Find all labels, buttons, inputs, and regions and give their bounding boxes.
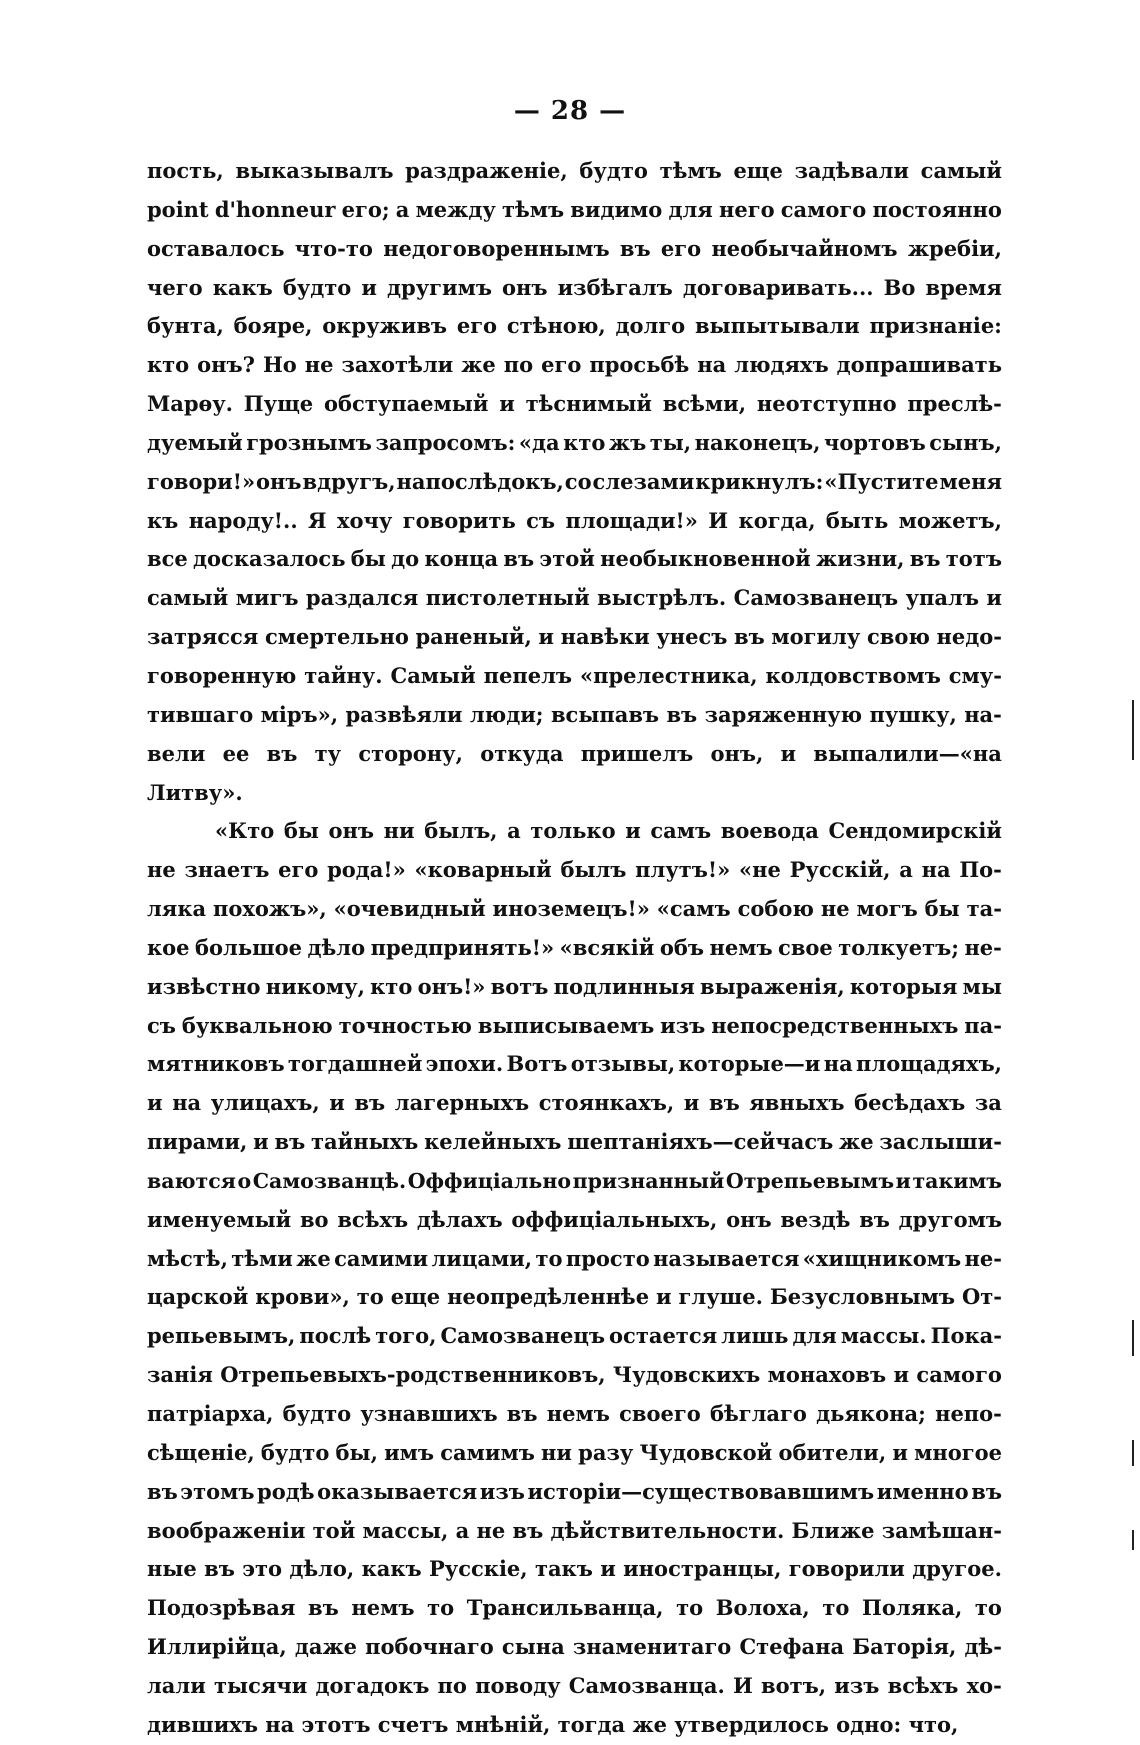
text-line: именуемый во всѣхъ дѣлахъ оффиціальныхъ, онъ вездѣ въ другомъ xyxy=(147,1206,1002,1232)
scan-edge-mark xyxy=(1132,1320,1134,1356)
text-line: Иллирійца, даже побочнаго сына знаменитаго Стефана Баторія, дѣ- xyxy=(147,1634,1002,1660)
text-line: не знаетъ его рода!» «коварный былъ плутъ!» «не Русскій, а на По- xyxy=(147,857,1002,883)
text-line: оставалось что-то недоговореннымъ въ его необычайномъ жребіи, xyxy=(147,235,1002,261)
scan-edge-mark xyxy=(1132,1530,1134,1550)
text-line: дуемый грознымъ запросомъ: «да кто жъ ты, наконецъ, чортовъ сынъ, xyxy=(147,429,1002,455)
text-line: съ буквальною точностью выписываемъ изъ непосредственныхъ па- xyxy=(147,1012,1002,1038)
text-line: мятниковъ тогдашней эпохи. Вотъ отзывы, которые—и на площадяхъ, xyxy=(147,1051,1002,1077)
scan-edge-mark xyxy=(1132,1440,1134,1466)
text-line: къ народу!.. Я хочу говорить съ площади!» И когда, быть можетъ, xyxy=(147,507,1002,533)
text-line: вели ее въ ту сторону, откуда пришелъ онъ, и выпалили—«на xyxy=(147,740,1002,766)
text-line: сѣщеніе, будто бы, имъ самимъ ни разу Чудовской обители, и многое xyxy=(147,1439,1002,1465)
text-line: говоренную тайну. Самый пепелъ «прелестника, колдовствомъ сму- xyxy=(147,662,1002,688)
text-line: царской крови», то еще неопредѣленнѣе и глуше. Безусловнымъ От- xyxy=(147,1284,1002,1310)
text-line: ные въ это дѣло, какъ Русскіе, такъ и иностранцы, говорили другое. xyxy=(147,1556,1002,1582)
text-line: воображеніи той массы, а не въ дѣйствительности. Ближе замѣшан- xyxy=(147,1517,1002,1543)
body-text xyxy=(147,152,1002,1745)
text-line: и на улицахъ, и въ лагерныхъ стоянкахъ, и въ явныхъ бесѣдахъ за xyxy=(147,1090,1002,1116)
text-line: репьевымъ, послѣ того, Самозванецъ остается лишь для массы. Пока- xyxy=(147,1323,1002,1349)
text-line: лали тысячи догадокъ по поводу Самозванца. И вотъ, изъ всѣхъ хо- xyxy=(147,1672,1002,1698)
text-line: занія Отрепьевыхъ-родственниковъ, Чудовскихъ монаховъ и самого xyxy=(147,1362,1002,1388)
text-line: затрясся смертельно раненый, и навѣки унесъ въ могилу свою недо- xyxy=(147,624,1002,650)
text-line: Подозрѣвая въ немъ то Трансильванца, то Волоха, то Поляка, то xyxy=(147,1595,1002,1621)
text-line: все досказалось бы до конца въ этой необыкновенной жизни, въ тотъ xyxy=(147,546,1002,572)
text-line: пирами, и въ тайныхъ келейныхъ шептаніяхъ—сейчасъ же заслыши- xyxy=(147,1129,1002,1155)
text-line: чего какъ будто и другимъ онъ избѣгалъ договаривать... Во время xyxy=(147,274,1002,300)
text-line: извѣстно никому, кто онъ!» вотъ подлинныя выраженія, которыя мы xyxy=(147,973,1002,999)
text-line: патріарха, будто узнавшихъ въ немъ своего бѣглаго дьякона; непо- xyxy=(147,1401,1002,1426)
scan-edge-mark xyxy=(1132,700,1134,760)
text-line: кто онъ? Но не захотѣли же по его просьбѣ на людяхъ допрашивать xyxy=(147,352,1002,378)
text-line: самый мигъ раздался пистолетный выстрѣлъ. Самозванецъ упалъ и xyxy=(147,585,1002,611)
text-line: мѣстѣ, тѣми же самими лицами, то просто называется «хищникомъ не- xyxy=(147,1245,1002,1271)
text-line: point d'honneur его; а между тѣмъ видимо для него самого постоянно xyxy=(147,196,1002,222)
text-line: бунта, бояре, окруживъ его стѣною, долго выпытывали признаніе: xyxy=(147,313,1002,339)
text-line: тившаго міръ», развѣяли люди; всыпавъ въ заряженную пушку, на- xyxy=(147,701,1002,727)
text-line: ваются о Самозванцѣ. Оффиціально признанный Отрепьевымъ и такимъ xyxy=(147,1168,1002,1193)
text-line: «Кто бы онъ ни былъ, а только и самъ воевода Сендомирскій xyxy=(215,818,1002,844)
page-number: — 28 — xyxy=(513,96,627,126)
text-line: говори!» онъ вдругъ, напослѣдокъ, со слезами крикнулъ: «Пустите меня xyxy=(147,468,1002,494)
text-line: въ этомъ родѣ оказывается изъ исторіи—существовавшимъ именно въ xyxy=(147,1478,1002,1504)
text-line: Литву». xyxy=(147,779,243,805)
text-line: кое большое дѣло предпринять!» «всякій объ немъ свое толкуетъ; не- xyxy=(147,934,1002,960)
text-line: ляка похожъ», «очевидный иноземецъ!» «самъ собою не могъ бы та- xyxy=(147,896,1002,922)
text-line: дившихъ на этотъ счетъ мнѣній, тогда же утвердилось одно: что, xyxy=(147,1711,959,1737)
text-line: Марѳу. Пуще обступаемый и тѣснимый всѣми, неотступно преслѣ- xyxy=(147,391,1002,417)
text-line: пость, выказывалъ раздраженіе, будто тѣмъ еще задѣвали самый xyxy=(147,158,1002,183)
